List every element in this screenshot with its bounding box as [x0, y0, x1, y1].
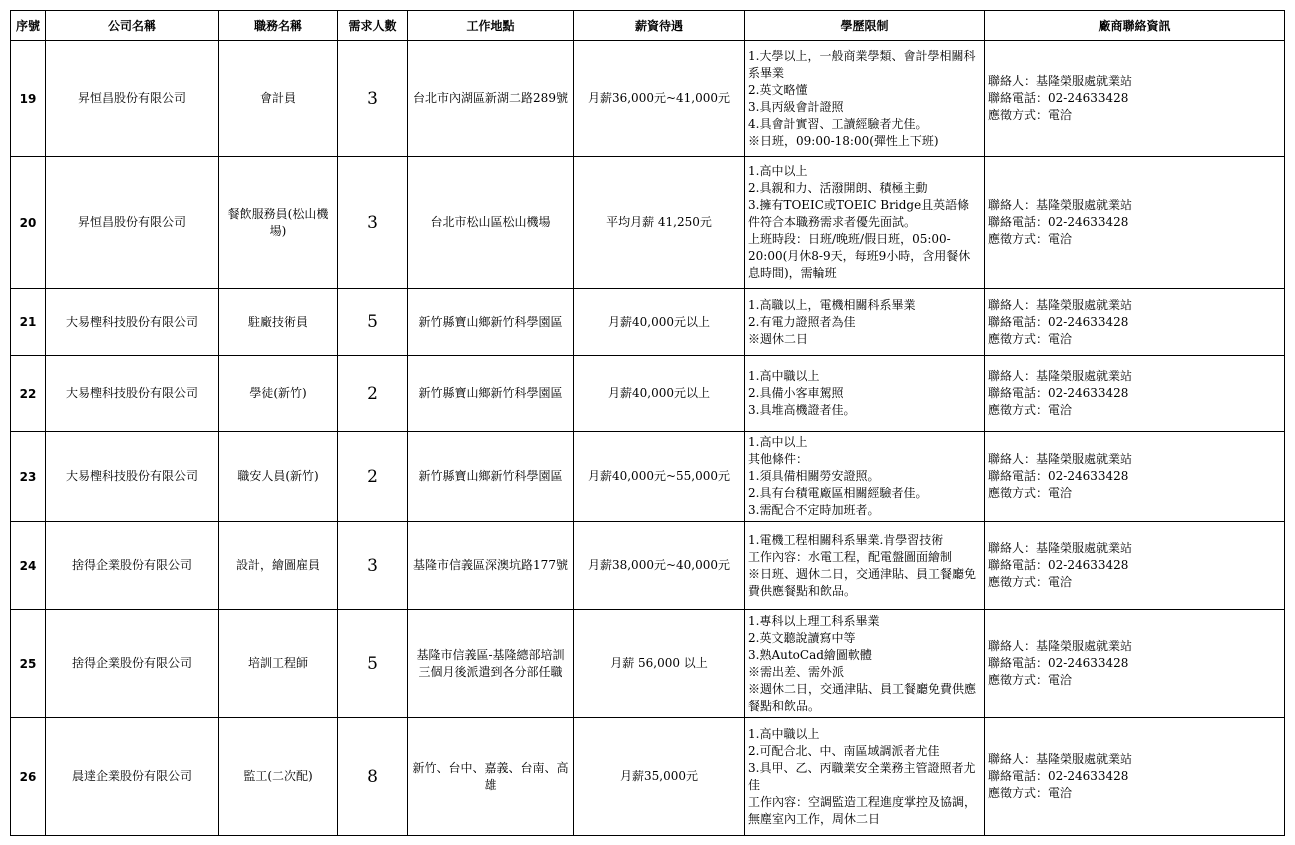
header-seq: 序號: [11, 11, 46, 41]
job-listing-page: [10, 10, 1285, 836]
row-seq: 26: [11, 718, 46, 836]
contact-line: 聯絡電話：02-24633428: [988, 558, 1129, 572]
requirement-line: 1.須具備相關勞安證照。: [748, 469, 880, 483]
row-company: 昇恒昌股份有限公司: [46, 157, 219, 289]
row-seq: 20: [11, 157, 46, 289]
row-headcount: 3: [338, 41, 408, 157]
requirement-line: 1.高中職以上: [748, 726, 820, 741]
requirement-line: 1.電機工程相關科系畢業.肯學習技術: [748, 532, 944, 547]
row-headcount: 2: [338, 356, 408, 432]
contact-line: 聯絡電話：02-24633428: [988, 314, 1129, 329]
row-location: 新竹縣寶山鄉新竹科學園區: [408, 432, 574, 522]
row-position: 設計，繪圖雇員: [219, 522, 338, 610]
row-requirements: [745, 432, 985, 522]
row-company: 大易檉科技股份有限公司: [46, 432, 219, 522]
row-position: 餐飲服務員(松山機場): [219, 157, 338, 289]
contact-line: 應徵方式：電洽: [988, 232, 1073, 246]
row-contact: [985, 610, 1285, 718]
row-headcount: 3: [338, 157, 408, 289]
row-company: 捨得企業股份有限公司: [46, 522, 219, 610]
header-location: 工作地點: [408, 11, 574, 41]
requirement-line: 2.可配合北、中、南區域調派者尤佳: [748, 743, 940, 758]
row-salary: 月薪38,000元~40,000元: [574, 522, 745, 610]
row-headcount: 5: [338, 289, 408, 356]
requirement-line: 1.高職以上，電機相關科系畢業: [748, 297, 916, 312]
contact-line: 應徵方式：電洽: [988, 786, 1073, 800]
row-location: 新竹縣寶山鄉新竹科學園區: [408, 289, 574, 356]
row-position: 會計員: [219, 41, 338, 157]
requirement-line: ※日班、週休二日，交通津貼、員工餐廳免費供應餐點和飲品。: [748, 566, 977, 598]
header-requirements: 學歷限制: [745, 11, 985, 41]
requirement-line: 4.具會計實習、工讀經驗者尤佳。: [748, 116, 928, 131]
requirement-line: 2.英文聽說讀寫中等: [748, 630, 856, 645]
row-salary: 月薪36,000元~41,000元: [574, 41, 745, 157]
row-requirements: [745, 289, 985, 356]
contact-line: 應徵方式：電洽: [988, 486, 1073, 500]
contact-line: 聯絡電話：02-24633428: [988, 656, 1129, 670]
requirement-line: 2.具有台積電廠區相關經驗者佳。: [748, 486, 928, 500]
row-requirements: [745, 610, 985, 718]
row-seq: 22: [11, 356, 46, 432]
row-contact: [985, 41, 1285, 157]
requirement-line: 上班時段：日班/晚班/假日班，05:00-20:00(月休8-9天，每班9小時，含用餐休息時間)，需輪班: [748, 232, 971, 280]
row-seq: 23: [11, 432, 46, 522]
row-location: 台北市松山區松山機場: [408, 157, 574, 289]
row-requirements: [745, 718, 985, 836]
contact-line: 應徵方式：電洽: [988, 673, 1073, 687]
contact-line: 聯絡電話：02-24633428: [988, 386, 1129, 400]
contact-line: 應徵方式：電洽: [988, 331, 1073, 346]
row-seq: 19: [11, 41, 46, 157]
table-row: [11, 718, 1285, 836]
row-seq: 21: [11, 289, 46, 356]
requirement-line: 1.高中以上: [748, 435, 808, 449]
row-location: 基隆市信義區-基隆總部培訓三個月後派遣到各分部任職: [408, 610, 574, 718]
header-company: 公司名稱: [46, 11, 219, 41]
row-requirements: [745, 41, 985, 157]
row-headcount: 5: [338, 610, 408, 718]
row-position: 職安人員(新竹): [219, 432, 338, 522]
row-location: 基隆市信義區深澳坑路177號: [408, 522, 574, 610]
row-contact: [985, 157, 1285, 289]
row-contact: [985, 356, 1285, 432]
table-row: [11, 41, 1285, 157]
row-company: 大易檉科技股份有限公司: [46, 356, 219, 432]
contact-line: 應徵方式：電洽: [988, 108, 1073, 122]
row-salary: 平均月薪 41,250元: [574, 157, 745, 289]
row-requirements: [745, 356, 985, 432]
contact-line: 聯絡人：基隆榮服處就業站: [988, 541, 1133, 555]
row-location: 新竹、台中、嘉義、台南、高雄: [408, 718, 574, 836]
row-headcount: 2: [338, 432, 408, 522]
header-row: [11, 11, 1285, 41]
contact-line: 應徵方式：電洽: [988, 403, 1073, 417]
row-requirements: [745, 157, 985, 289]
requirement-line: 3.擁有TOEIC或TOEIC Bridge且英語條件符合本職務需求者優先面試。: [748, 198, 970, 229]
contact-line: 聯絡人：基隆榮服處就業站: [988, 752, 1133, 766]
contact-line: 聯絡電話：02-24633428: [988, 215, 1129, 229]
table-row: [11, 610, 1285, 718]
requirement-line: 1.高中以上: [748, 164, 808, 178]
header-contact: 廠商聯絡資訊: [985, 11, 1285, 41]
row-salary: 月薪35,000元: [574, 718, 745, 836]
header-headcount: 需求人數: [338, 11, 408, 41]
row-headcount: 8: [338, 718, 408, 836]
requirement-line: ※日班，09:00-18:00(彈性上下班): [748, 133, 939, 148]
contact-line: 聯絡人：基隆榮服處就業站: [988, 297, 1133, 312]
contact-line: 聯絡電話：02-24633428: [988, 769, 1129, 783]
contact-line: 應徵方式：電洽: [988, 575, 1073, 589]
requirement-line: 1.高中職以上: [748, 369, 820, 383]
row-contact: [985, 522, 1285, 610]
requirement-line: 3.需配合不定時加班者。: [748, 503, 880, 517]
row-company: 昇恒昌股份有限公司: [46, 41, 219, 157]
requirement-line: 工作內容：水電工程，配電盤圖面繪制: [748, 549, 953, 564]
contact-line: 聯絡電話：02-24633428: [988, 91, 1129, 105]
contact-line: 聯絡人：基隆榮服處就業站: [988, 452, 1133, 466]
job-listing-table: [10, 10, 1285, 836]
requirement-line: 1.大學以上，一般商業學類、會計學相關科系畢業: [748, 48, 976, 80]
requirement-line: 3.具甲、乙、丙職業安全業務主管證照者尤佳: [748, 760, 976, 792]
row-headcount: 3: [338, 522, 408, 610]
row-seq: 25: [11, 610, 46, 718]
row-position: 監工(二次配): [219, 718, 338, 836]
row-salary: 月薪40,000元以上: [574, 289, 745, 356]
requirement-line: ※需出差、需外派: [748, 664, 845, 679]
contact-line: 聯絡人：基隆榮服處就業站: [988, 639, 1133, 653]
row-position: 駐廠技術員: [219, 289, 338, 356]
requirement-line: 3.具丙級會計證照: [748, 99, 844, 114]
table-row: [11, 522, 1285, 610]
requirement-line: 1.專科以上理工科系畢業: [748, 613, 880, 628]
header-salary: 薪資待遇: [574, 11, 745, 41]
table-row: [11, 432, 1285, 522]
row-position: 學徒(新竹): [219, 356, 338, 432]
row-requirements: [745, 522, 985, 610]
table-body: [11, 41, 1285, 836]
requirement-line: 2.有電力證照者為佳: [748, 314, 856, 329]
requirement-line: 2.英文略懂: [748, 82, 808, 97]
row-seq: 24: [11, 522, 46, 610]
requirement-line: 2.具親和力、活潑開朗、積極主動: [748, 181, 928, 195]
row-contact: [985, 432, 1285, 522]
row-company: 捨得企業股份有限公司: [46, 610, 219, 718]
row-location: 新竹縣寶山鄉新竹科學園區: [408, 356, 574, 432]
row-company: 大易檉科技股份有限公司: [46, 289, 219, 356]
requirement-line: 3.具堆高機證者佳。: [748, 403, 856, 417]
contact-line: 聯絡人：基隆榮服處就業站: [988, 369, 1133, 383]
row-salary: 月薪40,000元以上: [574, 356, 745, 432]
requirement-line: 3.熟AutoCad繪圖軟體: [748, 647, 872, 662]
table-row: [11, 289, 1285, 356]
row-position: 培訓工程師: [219, 610, 338, 718]
row-salary: 月薪40,000元~55,000元: [574, 432, 745, 522]
header-position: 職務名稱: [219, 11, 338, 41]
requirement-line: 工作內容：空調監造工程進度掌控及協調，無塵室內工作，周休二日: [748, 794, 977, 826]
row-company: 晨達企業股份有限公司: [46, 718, 219, 836]
contact-line: 聯絡人：基隆榮服處就業站: [988, 198, 1133, 212]
contact-line: 聯絡人：基隆榮服處就業站: [988, 74, 1133, 88]
table-row: [11, 356, 1285, 432]
row-location: 台北市內湖區新湖二路289號: [408, 41, 574, 157]
requirement-line: 2.具備小客車駕照: [748, 386, 844, 400]
contact-line: 聯絡電話：02-24633428: [988, 469, 1129, 483]
row-contact: [985, 289, 1285, 356]
table-row: [11, 157, 1285, 289]
requirement-line: ※週休二日，交通津貼、員工餐廳免費供應餐點和飲品。: [748, 681, 977, 713]
requirement-line: 其他條件：: [748, 452, 809, 466]
row-salary: 月薪 56,000 以上: [574, 610, 745, 718]
requirement-line: ※週休二日: [748, 331, 809, 346]
row-contact: [985, 718, 1285, 836]
